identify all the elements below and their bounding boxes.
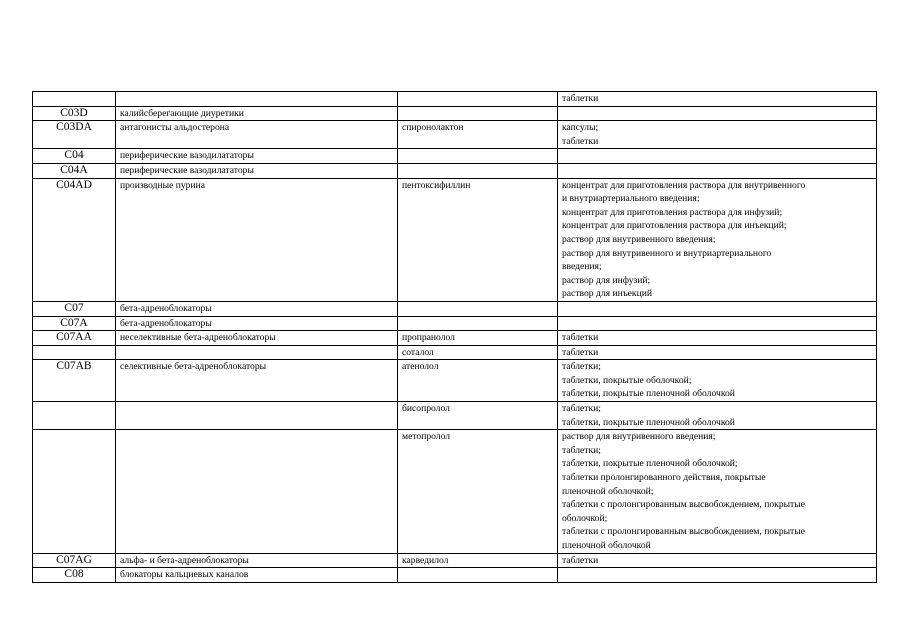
dosage-form-line: таблетки: [562, 346, 599, 358]
dosage-form-line: капсулы;: [562, 122, 599, 134]
atc-code-cell: C07AG: [33, 553, 116, 568]
dosage-form-line: таблетки, покрытые пленочной оболочкой: [562, 416, 735, 428]
table-row: [33, 178, 877, 301]
atc-code-cell: [33, 402, 116, 430]
table-row: [33, 106, 877, 121]
dosage-forms-cell: [558, 345, 877, 360]
pharmacological-group-cell: производные пурина: [116, 178, 398, 301]
dosage-form-line: таблетки: [562, 554, 599, 566]
drug-classification-table: [32, 91, 877, 583]
pharmacological-group-cell: блокаторы кальциевых каналов: [116, 568, 398, 583]
drug-name-cell: бисопролол: [398, 402, 558, 430]
drug-name-cell: метопролол: [398, 430, 558, 553]
dosage-forms-cell: [558, 178, 877, 301]
dosage-form-line: пленочной оболочкой: [562, 540, 651, 551]
dosage-form-line: таблетки: [562, 332, 599, 344]
dosage-forms-cell: [558, 331, 877, 346]
atc-code-cell: C04A: [33, 163, 116, 178]
dosage-form-line: таблетки пролонгированного действия, покрытые: [562, 472, 766, 484]
pharmacological-group-cell: [116, 345, 398, 360]
pharmacological-group-cell: периферические вазодилататоры: [116, 163, 398, 178]
dosage-forms-cell: [558, 301, 877, 316]
dosage-form-line: и внутриартериального введения;: [562, 193, 700, 205]
dosage-form-line: раствор для внутривенного и внутриартериального: [562, 247, 772, 259]
drug-name-cell: [398, 163, 558, 178]
pharmacological-group-cell: калийсберегающие диуретики: [116, 106, 398, 121]
table-row: [33, 316, 877, 331]
dosage-form-line: раствор для внутривенного введения;: [562, 431, 716, 443]
atc-code-cell: C07AB: [33, 360, 116, 402]
dosage-forms-cell: [558, 149, 877, 164]
dosage-forms-cell: [558, 360, 877, 402]
drug-name-cell: [398, 106, 558, 121]
dosage-form-line: раствор для внутривенного введения;: [562, 233, 716, 245]
dosage-form-line: раствор для инфузий;: [562, 274, 651, 286]
dosage-form-line: концентрат для приготовления раствора для внутривенного: [562, 179, 806, 191]
dosage-forms-cell: [558, 121, 877, 149]
pharmacological-group-cell: периферические вазодилататоры: [116, 149, 398, 164]
dosage-form-line: пленочной оболочкой;: [562, 485, 654, 497]
table-row: [33, 430, 877, 553]
table-row: [33, 149, 877, 164]
drug-name-cell: [398, 92, 558, 107]
drug-name-cell: [398, 149, 558, 164]
atc-code-cell: C08: [33, 568, 116, 583]
dosage-forms-cell: [558, 163, 877, 178]
table-row: [33, 163, 877, 178]
drug-name-cell: карведилол: [398, 553, 558, 568]
drug-name-cell: спиронолактон: [398, 121, 558, 149]
atc-code-cell: [33, 92, 116, 107]
pharmacological-group-cell: антагонисты альдостерона: [116, 121, 398, 149]
pharmacological-group-cell: бета-адреноблокаторы: [116, 316, 398, 331]
table-row: [33, 360, 877, 402]
table-row: [33, 301, 877, 316]
atc-code-cell: C07A: [33, 316, 116, 331]
pharmacological-group-cell: [116, 430, 398, 553]
pharmacological-group-cell: бета-адреноблокаторы: [116, 301, 398, 316]
atc-code-cell: [33, 345, 116, 360]
dosage-form-line: таблетки;: [562, 361, 601, 373]
table-row: [33, 553, 877, 568]
drug-name-cell: атенолол: [398, 360, 558, 402]
table-row: [33, 121, 877, 149]
dosage-form-line: таблетки, покрытые пленочной оболочкой: [562, 388, 735, 400]
table-row: [33, 402, 877, 430]
table-row: [33, 92, 877, 107]
dosage-forms-cell: [558, 430, 877, 553]
dosage-forms-cell: [558, 92, 877, 107]
dosage-form-line: таблетки: [562, 93, 599, 104]
dosage-form-line: раствор для инъекций: [562, 288, 652, 300]
atc-code-cell: C07: [33, 301, 116, 316]
table-body: [33, 92, 877, 583]
dosage-forms-cell: [558, 553, 877, 568]
dosage-form-line: концентрат для приготовления раствора для инфузий;: [562, 206, 783, 218]
pharmacological-group-cell: [116, 92, 398, 107]
dosage-forms-cell: [558, 568, 877, 583]
dosage-form-line: таблетки: [562, 135, 599, 147]
dosage-forms-cell: [558, 106, 877, 121]
drug-name-cell: [398, 301, 558, 316]
atc-code-cell: C03D: [33, 106, 116, 121]
drug-name-cell: [398, 316, 558, 331]
dosage-form-line: концентрат для приготовления раствора для инъекций;: [562, 220, 787, 232]
pharmacological-group-cell: селективные бета-адреноблокаторы: [116, 360, 398, 402]
drug-name-cell: пентоксифиллин: [398, 178, 558, 301]
table-row: [33, 331, 877, 346]
table-row: [33, 568, 877, 583]
drug-name-cell: пропранолол: [398, 331, 558, 346]
dosage-form-line: таблетки;: [562, 403, 601, 415]
dosage-form-line: таблетки, покрытые пленочной оболочкой;: [562, 458, 738, 470]
drug-name-cell: соталол: [398, 345, 558, 360]
atc-code-cell: C04: [33, 149, 116, 164]
table-row: [33, 345, 877, 360]
atc-code-cell: C07AA: [33, 331, 116, 346]
pharmacological-group-cell: альфа- и бета-адреноблокаторы: [116, 553, 398, 568]
atc-code-cell: [33, 430, 116, 553]
dosage-form-line: таблетки;: [562, 444, 601, 456]
dosage-form-line: таблетки, покрытые оболочкой;: [562, 374, 692, 386]
dosage-form-line: оболочкой;: [562, 512, 608, 524]
pharmacological-group-cell: неселективные бета-адреноблокаторы: [116, 331, 398, 346]
drug-name-cell: [398, 568, 558, 583]
dosage-form-line: таблетки с пролонгированным высвобождением, покрытые: [562, 526, 805, 538]
dosage-form-line: введения;: [562, 261, 602, 273]
dosage-forms-cell: [558, 402, 877, 430]
dosage-forms-cell: [558, 316, 877, 331]
pharmacological-group-cell: [116, 402, 398, 430]
dosage-form-line: таблетки с пролонгированным высвобождением, покрытые: [562, 499, 805, 511]
atc-code-cell: C04AD: [33, 178, 116, 301]
atc-code-cell: C03DA: [33, 121, 116, 149]
